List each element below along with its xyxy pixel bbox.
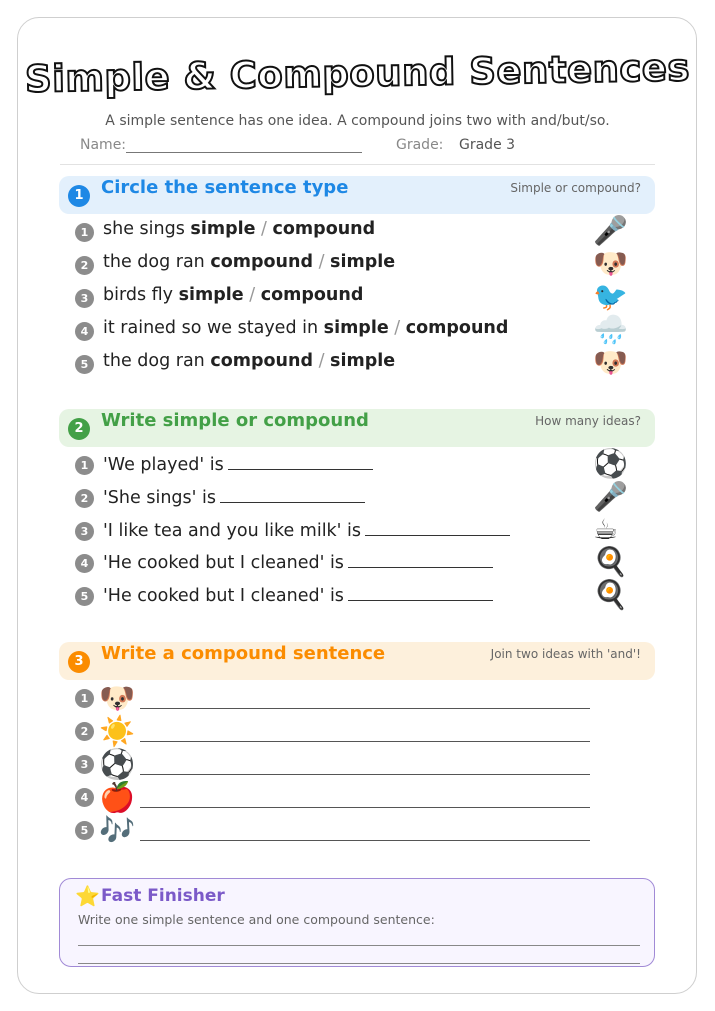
question-number: 2 [75,256,94,275]
section-title: Write a compound sentence [101,643,386,664]
question-row [75,247,635,280]
option-separator: / [261,219,267,239]
question-text-group [103,452,373,475]
sentence-text: 'I like tea and you like milk' is [103,521,362,541]
option-separator: / [249,285,256,305]
answer-line[interactable] [140,708,590,709]
question-row [75,313,635,346]
question-number: 4 [75,322,94,341]
sentence-text: she sings [103,219,185,239]
section-number-badge: 1 [68,185,90,207]
question-text-group [103,351,395,371]
question-row [75,480,635,513]
sentence-text: the dog ran [103,351,205,371]
question-text-group [103,219,375,239]
writing-row [75,681,595,717]
question-text-group [103,318,508,338]
fast-finisher-instructions: Write one simple sentence and one compound sentence: [78,912,435,927]
question-text-group [103,285,363,305]
question-row [75,447,635,480]
answer-blank[interactable] [228,452,373,470]
question-row [75,578,635,611]
question-number: 1 [75,456,94,475]
question-number: 5 [75,355,94,374]
bird-icon: 🐦 [593,280,628,313]
section-hint: Simple or compound? [510,181,641,195]
frying-pan-icon: 🍳 [593,545,628,578]
answer-blank[interactable] [348,550,493,568]
frying-pan-icon: 🍳 [593,578,628,611]
option-2[interactable]: simple [330,252,396,272]
writing-row [75,780,595,816]
name-label: Name: [80,137,127,153]
section-2-header [59,409,655,447]
section-number-badge: 3 [68,651,90,673]
section-hint: How many ideas? [535,414,641,428]
soccer-ball-icon: ⚽ [99,747,136,781]
worksheet-title: Simple & Compound Sentences [24,46,691,101]
grade-value: Grade 3 [459,137,516,153]
question-row [75,346,635,379]
header-divider [60,164,655,165]
name-field[interactable] [126,152,362,153]
sentence-text: 'She sings' is [103,488,216,508]
section-title: Write simple or compound [101,410,369,431]
question-number: 3 [75,522,94,541]
dog-icon: 🐶 [99,681,136,715]
question-number: 3 [75,289,94,308]
sun-icon: ☀️ [99,714,136,748]
grade-label: Grade: [396,137,444,153]
sentence-text: the dog ran [103,252,205,272]
answer-line[interactable] [78,945,640,946]
microphone-icon: 🎤 [593,214,628,247]
answer-line[interactable] [140,774,590,775]
question-number: 4 [75,554,94,573]
option-1[interactable]: compound [210,351,313,371]
sentence-text: 'He cooked but I cleaned' is [103,553,344,573]
section-number-badge: 2 [68,418,90,440]
fast-finisher-title: Fast Finisher [101,886,225,906]
question-number: 3 [75,755,94,774]
question-number: 5 [75,821,94,840]
option-1[interactable]: simple [323,318,389,338]
writing-row [75,714,595,750]
question-row [75,513,635,546]
question-row [75,214,635,247]
option-2[interactable]: compound [260,285,364,305]
option-2[interactable]: simple [330,351,396,371]
section-3-header [59,642,655,680]
dog-icon: 🐶 [593,247,628,280]
sentence-text: birds fly [103,285,174,305]
question-number: 2 [75,489,94,508]
answer-blank[interactable] [220,485,365,503]
microphone-icon: 🎤 [593,480,628,513]
worksheet-subtitle: A simple sentence has one idea. A compound joins two with and/but/so. [105,113,610,129]
option-2[interactable]: compound [272,219,376,239]
question-row [75,545,635,578]
writing-row [75,813,595,849]
option-separator: / [318,252,325,272]
answer-blank[interactable] [348,583,493,601]
question-text-group [103,252,395,272]
sentence-text: it rained so we stayed in [103,318,319,338]
question-text-group [103,518,510,541]
question-number: 2 [75,722,94,741]
rain-cloud-icon: 🌧️ [593,313,628,346]
music-notes-icon: 🎶 [99,813,136,847]
answer-blank[interactable] [365,518,510,536]
question-number: 4 [75,788,94,807]
question-text-group [103,485,365,508]
answer-line[interactable] [140,741,590,742]
question-row [75,280,635,313]
writing-row [75,747,595,783]
option-separator: / [318,351,325,371]
answer-line[interactable] [78,963,640,964]
soccer-ball-icon: ⚽ [593,447,628,480]
section-1-header [59,176,655,214]
answer-line[interactable] [140,840,590,841]
question-number: 1 [75,689,94,708]
option-separator: / [394,318,401,338]
option-1[interactable]: simple [178,285,244,305]
answer-line[interactable] [140,807,590,808]
sentence-text: 'We played' is [103,455,224,475]
option-2[interactable]: compound [405,318,509,338]
question-number: 5 [75,587,94,606]
fast-finisher-box [59,878,655,967]
apple-icon: 🍎 [99,780,136,814]
section-hint: Join two ideas with 'and'! [490,647,641,661]
question-number: 1 [75,223,94,242]
tea-cup-icon: ☕ [593,513,619,546]
dog-icon: 🐶 [593,346,628,379]
question-text-group [103,583,493,606]
section-title: Circle the sentence type [101,177,349,198]
sentence-text: 'He cooked but I cleaned' is [103,586,344,606]
star-icon: ⭐ [75,884,100,908]
question-text-group [103,550,493,573]
option-1[interactable]: compound [210,252,313,272]
option-1[interactable]: simple [190,219,256,239]
